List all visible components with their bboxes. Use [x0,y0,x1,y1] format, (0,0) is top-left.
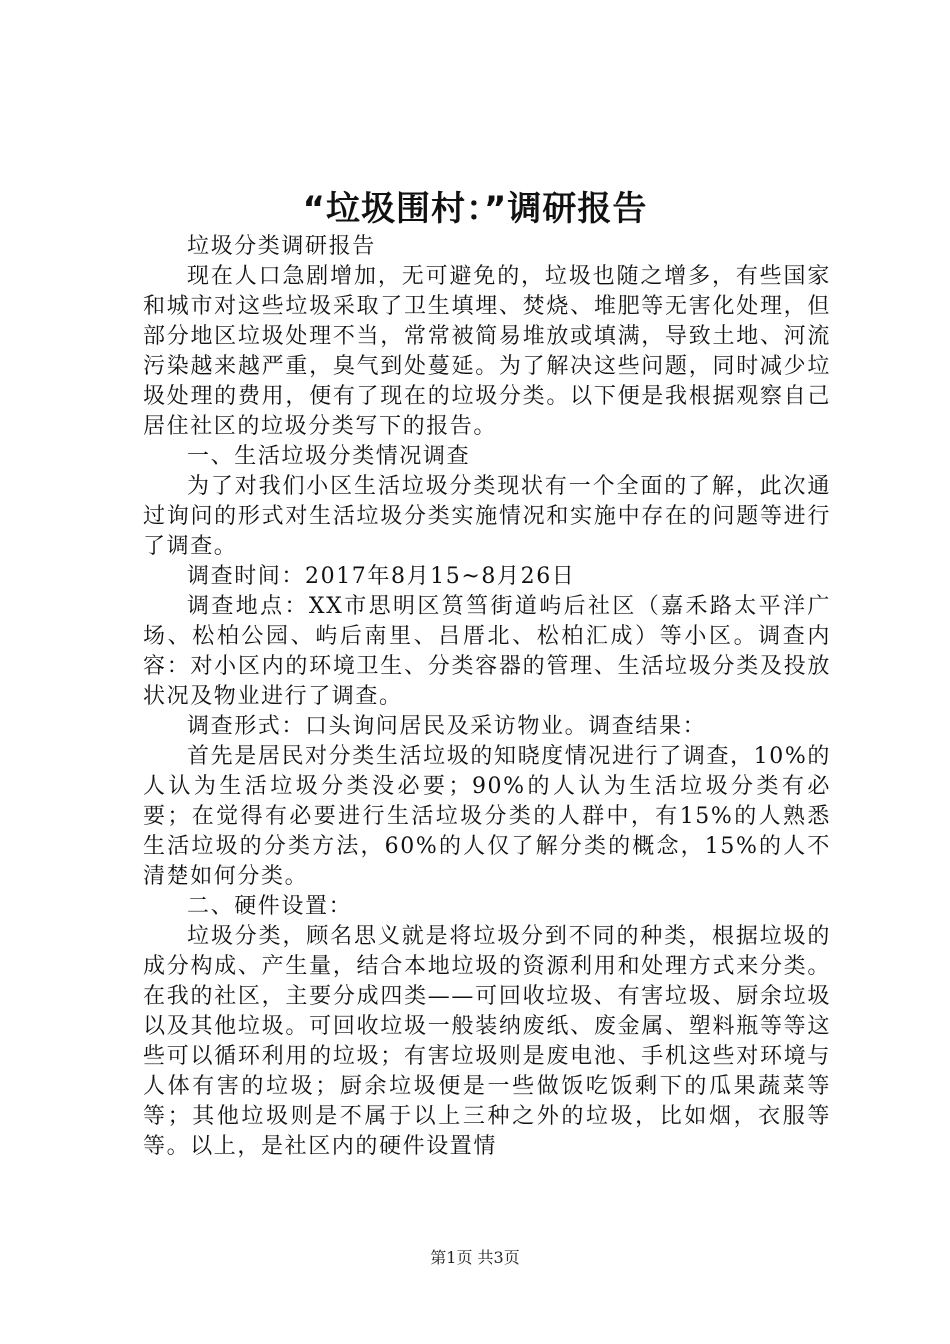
paragraph-intro: 现在人口急剧增加，无可避免的，垃圾也随之增多，有些国家和城市对这些垃圾采取了卫生填埋、焚烧、堆肥等无害化处理，但部分地区垃圾处理不当，常常被简易堆放或填满，导致土地、河流污染越来越严重，臭气到处蔓延。为了解决这些问题，同时减少垃圾处理的费用，便有了现在的垃圾分类。以下便是我根据观察自己居住社区的垃圾分类写下的报告。 [143,264,831,439]
paragraph-survey-time: 调查时间：2017年8月15~8月26日 [187,564,576,589]
document-body [143,232,831,1162]
paragraph-hardware: 垃圾分类，顾名思义就是将垃圾分到不同的种类，根据垃圾的成分构成、产生量，结合本地垃圾的资源利用和处理方式来分类。在我的社区，主要分成四类——可回收垃圾、有害垃圾、厨余垃圾以及其他垃圾。可回收垃圾一般装纳废纸、废金属、塑料瓶等等这些可以循环利用的垃圾；有害垃圾则是废电池、手机这些对环境与人体有害的垃圾；厨余垃圾便是一些做饭吃饭剩下的瓜果蔬菜等等；其他垃圾则是不属于以上三种之外的垃圾，比如烟，衣服等等。以上，是社区内的硬件设置情 [143,924,831,1159]
section-heading-hardware: 二、硬件设置： [187,894,353,919]
section-heading-survey: 一、生活垃圾分类情况调查 [187,444,471,469]
paragraph-survey-purpose: 为了对我们小区生活垃圾分类现状有一个全面的了解，此次通过询问的形式对生活垃圾分类实施情况和实施中存在的问题等进行了调查。 [143,474,831,559]
paragraph-survey-location: 调查地点：XX市思明区筼筜街道屿后社区（嘉禾路太平洋广场、松柏公园、屿后南里、吕厝北、松柏汇成）等小区。调查内容：对小区内的环境卫生、分类容器的管理、生活垃圾分类及投放状况及物业进行了调查。 [143,594,831,709]
page-footer: 第1页 共3页 [430,1248,520,1267]
paragraph-survey-form: 调查形式：口头询问居民及采访物业。调查结果： [187,714,707,739]
document-title: “垃圾围村：”调研报告 [302,189,648,229]
paragraph-subtitle: 垃圾分类调研报告 [187,234,376,259]
paragraph-survey-results: 首先是居民对分类生活垃圾的知晓度情况进行了调查，10%的人认为生活垃圾分类没必要；90%的人认为生活垃圾分类有必要；在觉得有必要进行生活垃圾分类的人群中，有15%的人熟悉生活垃圾的分类方法，60%的人仅了解分类的概念，15%的人不清楚如何分类。 [143,744,831,889]
